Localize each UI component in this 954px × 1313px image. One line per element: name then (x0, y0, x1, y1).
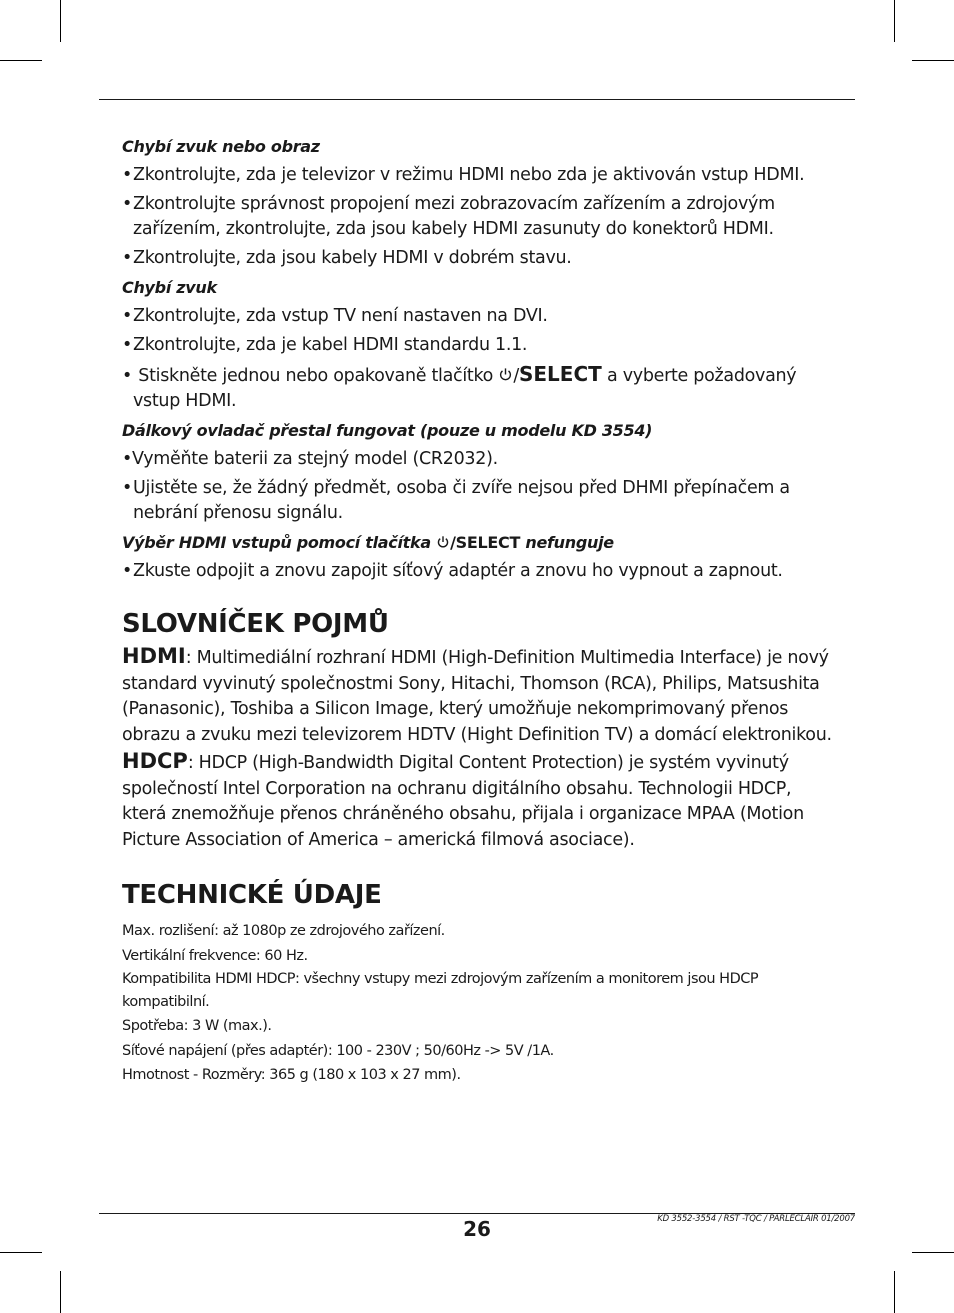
list-item: • Zkuste odpojit a znovu zapojit síťový adaptér a znovu ho vypnout a zapnout. (122, 559, 834, 584)
heading-select: /SELECT (450, 533, 521, 552)
section-heading-remote: Dálkový ovladač přestal fungovat (pouze u modelu KD 3554) (122, 421, 653, 440)
header-rule (99, 99, 855, 100)
list-item (122, 362, 834, 414)
crop-mark (912, 1252, 954, 1253)
glossary-title: SLOVNÍČEK POJMŮ (122, 609, 389, 639)
crop-mark (0, 60, 42, 61)
list-item: • Ujistěte se, že žádný předmět, osoba či zvíře nejsou před DHMI přepínačem a nebrání přenosu signálu. (122, 476, 834, 526)
crop-mark (0, 1252, 42, 1253)
list-item: • Zkontrolujte, zda je kabel HDMI standardu 1.1. (122, 333, 834, 358)
list-item: • Zkontrolujte, zda jsou kabely HDMI v dobrém stavu. (122, 246, 834, 271)
select-label: SELECT (518, 362, 602, 386)
press-text-before: Stiskněte jednou nebo opakovaně tlačítko (138, 366, 494, 386)
list-item: • Zkontrolujte, zda je televizor v režimu HDMI nebo zda je aktivován vstup HDMI. (122, 163, 834, 188)
spec-line: Spotřeba: 3 W (max.). (122, 1018, 272, 1034)
list-item: • Vyměňte baterii za stejný model (CR2032). (122, 447, 834, 472)
glossary-entry-hdmi (122, 644, 834, 748)
page-number: 26 (463, 1217, 491, 1241)
glossary-definition: : HDCP (High-Bandwidth Digital Content Protection) je systém vyvinutý společností Intel Corporation na ochranu digitálního obsahu. Technologii HDCP, která znemožňuje přenos chráněného obsahu, přijala i organizace MPAA (Motion Picture Association of America – americká filmová asociace). (122, 753, 804, 850)
glossary-term: HDCP (122, 749, 188, 773)
crop-mark (894, 0, 895, 42)
glossary-entry-hdcp (122, 749, 834, 853)
specs-list (122, 919, 834, 1088)
heading-text-after: nefunguje (520, 533, 614, 552)
spec-line: Vertikální frekvence: 60 Hz. (122, 947, 308, 964)
glossary-term: HDMI (122, 644, 186, 668)
crop-mark (894, 1271, 895, 1313)
spec-line: Hmotnost - Rozměry: 365 g (180 x 103 x 27 mm). (122, 1067, 461, 1083)
spec-line: Max. rozlišení: až 1080p ze zdrojového zařízení. (122, 923, 445, 939)
spec-line: Síťové napájení (přes adaptér): 100 - 230V ; 50/60Hz -> 5V /1A. (122, 1042, 554, 1059)
specs-title: TECHNICKÉ ÚDAJE (122, 880, 382, 910)
section-heading-hdmi-select (122, 530, 834, 559)
spec-line: Kompatibilita HDMI HDCP: všechny vstupy mezi zdrojovým zařízením a monitorem jsou HDCP kompatibilní. (122, 971, 759, 1010)
power-icon (498, 367, 513, 382)
power-icon (436, 535, 450, 549)
crop-mark (60, 0, 61, 42)
document-code: KD 3552-3554 / RST -TQC / PARLECLAIR 01/2007 (657, 1214, 855, 1224)
crop-mark (60, 1271, 61, 1313)
list-item: • Zkontrolujte, zda vstup TV není nastaven na DVI. (122, 304, 834, 329)
page-content (122, 134, 834, 1088)
slash-text: / (513, 366, 519, 386)
section-heading-no-sound-or-picture: Chybí zvuk nebo obraz (122, 137, 320, 156)
crop-mark (912, 60, 954, 61)
press-text-after: a vyberte požadovaný vstup HDMI. (133, 366, 797, 411)
glossary-definition: : Multimediální rozhraní HDMI (High-Definition Multimedia Interface) je nový standard vyvinutý společnostmi Sony, Hitachi, Thomson (RCA), Philips, Matsushita (Panasonic), Toshiba a Silicon Image, který umožňuje nekomprimovaný přenos obrazu a zvuku mezi televizorem HDTV (Hight Definition TV) a domácí elektronikou. (122, 648, 832, 745)
section-heading-no-sound: Chybí zvuk (122, 278, 217, 297)
list-item: • Zkontrolujte správnost propojení mezi zobrazovacím zařízením a zdrojovým zařízením, zkontrolujte, zda jsou kabely HDMI zasunuty do konektorů HDMI. (122, 192, 834, 242)
heading-text-before: Výběr HDMI vstupů pomocí tlačítka (122, 533, 431, 552)
